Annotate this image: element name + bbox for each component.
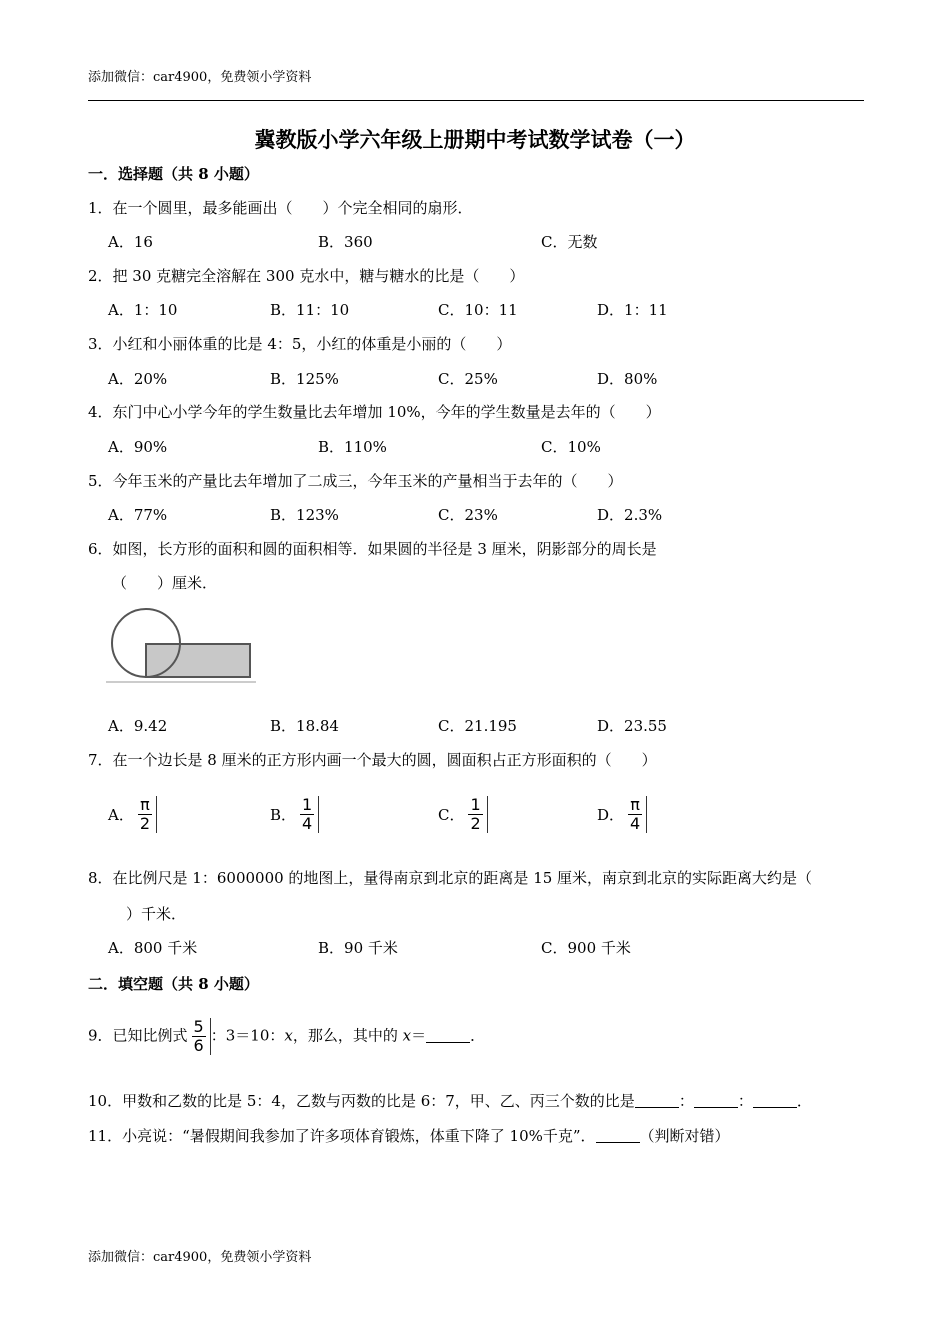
q1-option-b[interactable]: B．360 — [318, 233, 373, 251]
q7-b-numerator: 1 — [302, 795, 313, 814]
q10-sep-2: ： — [737, 1092, 753, 1110]
question-4: 4．东门中心小学今年的学生数量比去年增加 10%，今年的学生数量是去年的（ ） — [88, 403, 661, 421]
q6-figure — [106, 602, 258, 684]
q9-middle: ：3＝10： — [210, 1026, 285, 1045]
q9-prefix: 9．已知比例式 — [88, 1026, 188, 1045]
section-heading-choice: 一．选择题（共 8 小题） — [88, 165, 259, 183]
q10-answer-blank-2[interactable] — [694, 1091, 738, 1108]
q9-middle-2: ，那么，其中的 — [292, 1026, 403, 1045]
q6-option-b[interactable]: B．18.84 — [270, 717, 339, 735]
header-rule — [88, 100, 864, 101]
q3-option-c[interactable]: C．25% — [438, 370, 498, 388]
q7-option-a-fraction — [134, 796, 157, 833]
q7-option-d-label: D． — [597, 805, 625, 824]
question-8: 8．在比例尺是 1：6000000 的地图上，量得南京到北京的距离是 15 厘米，南京到北京的实际距离大约是（ — [88, 869, 813, 887]
q10-sep-1: ： — [678, 1092, 694, 1110]
q7-c-numerator: 1 — [470, 795, 481, 814]
q6-option-a[interactable]: A．9.42 — [108, 717, 168, 735]
q2-option-a[interactable]: A．1：10 — [108, 301, 178, 319]
q7-option-d[interactable] — [597, 796, 647, 833]
q7-option-c-fraction — [464, 796, 487, 833]
q7-option-a[interactable] — [108, 796, 157, 833]
header-note: 添加微信：car4900，免费领小学资料 — [88, 70, 312, 85]
q9-fraction — [188, 1018, 211, 1055]
q7-option-b-fraction — [296, 796, 319, 833]
section-heading-fill: 二．填空题（共 8 小题） — [88, 975, 259, 993]
q6-shaded-rectangle — [146, 644, 250, 677]
question-2: 2．把 30 克糖完全溶解在 300 克水中，糖与糖水的比是（ ） — [88, 267, 525, 285]
q7-c-denominator: 2 — [470, 814, 481, 833]
question-8-cont: ）千米． — [126, 905, 187, 923]
q11-end: （判断对错） — [639, 1127, 730, 1145]
question-9 — [88, 1018, 485, 1055]
q7-option-b[interactable] — [270, 796, 319, 833]
q5-option-b[interactable]: B．123% — [270, 506, 339, 524]
q7-d-denominator: 4 — [630, 814, 641, 833]
q4-option-c[interactable]: C．10% — [541, 438, 601, 456]
q11-answer-blank[interactable] — [596, 1126, 640, 1143]
q5-option-a[interactable]: A．77% — [108, 506, 168, 524]
page-title: 冀教版小学六年级上册期中考试数学试卷（一） — [254, 127, 696, 152]
q9-equals: ＝ — [411, 1026, 427, 1045]
q8-option-b[interactable]: B．90 千米 — [318, 939, 398, 957]
q8-option-a[interactable]: A．800 千米 — [108, 939, 198, 957]
q2-option-d[interactable]: D．1：11 — [597, 301, 668, 319]
question-5: 5．今年玉米的产量比去年增加了二成三，今年玉米的产量相当于去年的（ ） — [88, 472, 623, 490]
footer-note: 添加微信：car4900，免费领小学资料 — [88, 1250, 312, 1265]
q6-option-d[interactable]: D．23.55 — [597, 717, 667, 735]
question-6: 6．如图，长方形的面积和圆的面积相等．如果圆的半径是 3 厘米，阴影部分的周长是 — [88, 540, 657, 558]
q9-denominator: 6 — [193, 1036, 204, 1055]
q7-option-c-label: C． — [438, 805, 465, 824]
q9-answer-blank[interactable] — [426, 1026, 470, 1043]
q10-end: ． — [796, 1092, 812, 1110]
q9-variable-x-2: x — [402, 1026, 412, 1045]
question-11 — [88, 1126, 730, 1146]
q10-answer-blank-3[interactable] — [753, 1091, 797, 1108]
q1-option-c[interactable]: C．无数 — [541, 233, 598, 251]
q7-b-denominator: 4 — [302, 814, 313, 833]
q11-text: 11．小亮说：“暑假期间我参加了许多项体育锻炼，体重下降了 10%千克”． — [88, 1127, 596, 1145]
q4-option-b[interactable]: B．110% — [318, 438, 387, 456]
question-1: 1．在一个圆里，最多能画出（ ）个完全相同的扇形． — [88, 199, 473, 217]
q7-option-c[interactable] — [438, 796, 488, 833]
q9-end: ． — [470, 1026, 486, 1045]
q6-option-c[interactable]: C．21.195 — [438, 717, 517, 735]
q9-variable-x: x — [284, 1026, 293, 1045]
q3-option-b[interactable]: B．125% — [270, 370, 339, 388]
q7-d-numerator: π — [630, 795, 640, 814]
q5-option-c[interactable]: C．23% — [438, 506, 498, 524]
question-10 — [88, 1091, 812, 1111]
q2-option-c[interactable]: C．10：11 — [438, 301, 518, 319]
q8-option-c[interactable]: C．900 千米 — [541, 939, 631, 957]
q5-option-d[interactable]: D．2.3% — [597, 506, 663, 524]
q7-option-d-fraction — [624, 796, 647, 833]
q3-option-d[interactable]: D．80% — [597, 370, 658, 388]
q7-option-a-label: A． — [108, 805, 134, 824]
q7-a-numerator: π — [140, 795, 150, 814]
question-3: 3．小红和小丽体重的比是 4：5，小红的体重是小丽的（ ） — [88, 335, 512, 353]
q10-answer-blank-1[interactable] — [635, 1091, 679, 1108]
q10-text: 10．甲数和乙数的比是 5：4，乙数与丙数的比是 6：7，甲、乙、丙三个数的比是 — [88, 1092, 635, 1110]
question-7: 7．在一个边长是 8 厘米的正方形内画一个最大的圆，圆面积占正方形面积的（ ） — [88, 751, 657, 769]
q4-option-a[interactable]: A．90% — [108, 438, 168, 456]
q9-numerator: 5 — [193, 1017, 204, 1036]
q1-option-a[interactable]: A．16 — [108, 233, 153, 251]
q7-option-b-label: B． — [270, 805, 297, 824]
question-6-cont: （ ）厘米． — [112, 574, 218, 592]
q7-a-denominator: 2 — [139, 814, 151, 833]
q3-option-a[interactable]: A．20% — [108, 370, 168, 388]
q2-option-b[interactable]: B．11：10 — [270, 301, 350, 319]
